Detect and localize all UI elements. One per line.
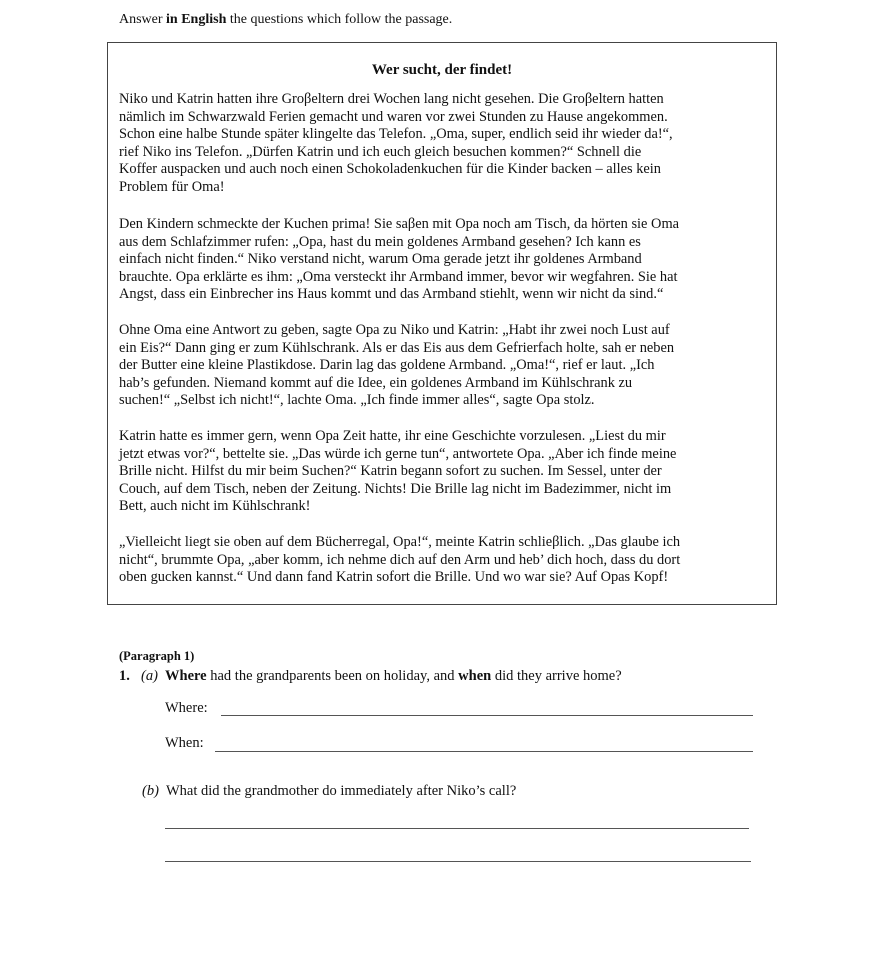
passage-line: Brille nicht. Hilfst du mir beim Suchen?“ Katrin begann sofort zu suchen. Im Sessel, unter der	[119, 463, 662, 480]
question-1a	[119, 668, 622, 685]
where-label: Where:	[165, 700, 208, 716]
passage-line: brauchte. Opa erklärte es ihm: „Oma versteckt ihr Armband immer, bevor wir wegfahren. Sie hat	[119, 268, 678, 285]
answer-line-b1[interactable]	[165, 828, 749, 829]
question-1b	[142, 783, 516, 800]
passage-line: Couch, auf dem Tisch, neben der Zeitung. Nichts! Die Brille lag nicht im Badezimmer, nicht im	[119, 480, 672, 497]
passage-paragraph-4	[119, 428, 734, 516]
question-text: What did the grandmother do immediately after Niko’s call?	[166, 783, 517, 799]
question-text-mid: had the grandparents been on holiday, and	[206, 668, 459, 684]
passage-line: Koffer auspacken und auch noch einen Schokoladenkuchen für die Kinder backen – alles kein	[119, 161, 661, 178]
keyword-where: Where	[165, 668, 207, 684]
when-answer-line[interactable]	[215, 751, 753, 752]
section-label: (Paragraph 1)	[119, 649, 195, 663]
passage-line: „Vielleicht liegt sie oben auf dem Bücherregal, Opa!“, meinte Katrin schlieβlich. „Das glaube ich	[119, 534, 681, 550]
passage-line: nämlich im Schwarzwald Ferien gemacht und waren vor zwei Stunden zu Hause angekommen.	[119, 108, 668, 125]
question-part-label: (b)	[142, 783, 159, 799]
instruction-pre: Answer	[119, 12, 167, 27]
passage-box	[107, 42, 777, 605]
passage-line: suchen!“ „Selbst ich nicht!“, lachte Oma. „Ich finde immer alles“, sagte Opa stolz.	[119, 392, 595, 409]
passage-line: nicht“, brummte Opa, „aber komm, ich nehme dich auf den Arm und heb’ dich hoch, dass du dort	[119, 551, 681, 568]
instruction-text	[119, 12, 452, 28]
passage-paragraph-2	[119, 216, 734, 304]
keyword-when: when	[458, 668, 492, 684]
passage-paragraph-5	[119, 534, 734, 587]
passage-title: Wer sucht, der findet!	[371, 62, 513, 78]
when-label: When:	[165, 735, 204, 751]
instruction-post: the questions which follow the passage.	[226, 12, 453, 27]
passage-line: Schon eine halbe Stunde später klingelte das Telefon. „Oma, super, endlich seid ihr wieder da!“,	[119, 126, 673, 143]
answer-line-b2[interactable]	[165, 861, 751, 862]
passage-line: Angst, dass ein Einbrecher ins Haus kommt und das Armband stiehlt, wenn wir nicht da sind.“	[119, 286, 664, 303]
passage-line: jetzt etwas vor?“, bettelte sie. „Das würde ich gerne tun“, antwortete Opa. „Aber ich finde meine	[119, 445, 677, 462]
passage-line: Bett, auch nicht im Kühlschrank!	[119, 498, 311, 515]
passage-line: Ohne Oma eine Antwort zu geben, sagte Opa zu Niko und Katrin: „Habt ihr zwei noch Lust auf	[119, 322, 670, 338]
question-number: 1.	[119, 668, 130, 684]
passage-line: ein Eis?“ Dann ging er zum Kühlschrank. Als er das Eis aus dem Gefrierfach holte, sah er neben	[119, 339, 675, 356]
question-text-end: did they arrive home?	[491, 668, 622, 684]
where-answer-line[interactable]	[221, 715, 753, 716]
passage-line: oben gucken kannst.“ Und dann fand Katrin sofort die Brille. Und wo war sie? Auf Opas Kopf!	[119, 569, 669, 586]
passage-line: einfach nicht finden.“ Niko verstand nicht, warum Oma gerade jetzt ihr goldenes Armband	[119, 251, 642, 268]
instruction-bold: in English	[166, 12, 227, 27]
passage-line: hab’s gefunden. Niemand kommt auf die Idee, ein goldenes Armband im Kühlschrank zu	[119, 374, 633, 391]
passage-paragraph-1	[119, 91, 734, 197]
passage-line: der Butter eine kleine Plastikdose. Darin lag das goldene Armband. „Oma!“, rief er laut. „Ich	[119, 357, 655, 374]
question-part-label: (a)	[141, 668, 158, 684]
passage-line: aus dem Schlafzimmer rufen: „Opa, hast du mein goldenes Armband gesehen? Ich kann es	[119, 233, 641, 250]
passage-line: Niko und Katrin hatten ihre Groβeltern drei Wochen lang nicht gesehen. Die Groβeltern hatten	[119, 91, 664, 107]
passage-line: rief Niko ins Telefon. „Dürfen Katrin und ich euch gleich besuchen kommen?“ Schnell die	[119, 143, 642, 160]
passage-line: Katrin hatte es immer gern, wenn Opa Zeit hatte, ihr eine Geschichte vorzulesen. „Liest du mir	[119, 428, 666, 444]
passage-line: Problem für Oma!	[119, 178, 225, 195]
passage-paragraph-3	[119, 322, 734, 410]
passage-line: Den Kindern schmeckte der Kuchen prima! Sie saβen mit Opa noch am Tisch, da hörten sie Oma	[119, 216, 680, 232]
